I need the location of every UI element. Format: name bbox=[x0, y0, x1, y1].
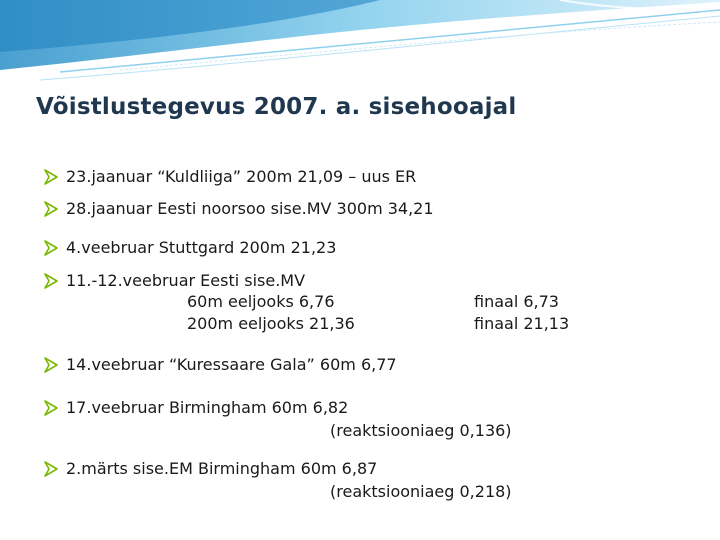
heat-result: 200m eeljooks 21,36 bbox=[187, 314, 355, 333]
heat-result: 60m eeljooks 6,76 bbox=[187, 292, 335, 311]
bullet-item: 28.jaanuar Eesti noorsoo sise.MV 300m 34,21 bbox=[66, 199, 434, 218]
arrow-bullet-icon bbox=[44, 461, 58, 477]
arrow-bullet-icon bbox=[44, 169, 58, 185]
slide-title: Võistlustegevus 2007. a. sisehooajal bbox=[36, 94, 517, 120]
arrow-bullet-icon bbox=[44, 240, 58, 256]
arrow-bullet-icon bbox=[44, 357, 58, 373]
final-result: finaal 21,13 bbox=[474, 314, 570, 333]
arrow-bullet-icon bbox=[44, 273, 58, 289]
reaction-time-note: (reaktsiooniaeg 0,218) bbox=[330, 482, 512, 501]
bullet-item: 17.veebruar Birmingham 60m 6,82 bbox=[66, 398, 349, 417]
arrow-bullet-icon bbox=[44, 201, 58, 217]
bullet-item: 23.jaanuar “Kuldliiga” 200m 21,09 – uus ER bbox=[66, 167, 417, 186]
final-result: finaal 6,73 bbox=[474, 292, 559, 311]
arrow-bullet-icon bbox=[44, 400, 58, 416]
reaction-time-note: (reaktsiooniaeg 0,136) bbox=[330, 421, 512, 440]
bullet-item: 11.-12.veebruar Eesti sise.MV bbox=[66, 271, 306, 290]
bullet-item: 2.märts sise.EM Birmingham 60m 6,87 bbox=[66, 459, 378, 478]
bullet-item: 4.veebruar Stuttgard 200m 21,23 bbox=[66, 238, 337, 257]
bullet-item: 14.veebruar “Kuressaare Gala” 60m 6,77 bbox=[66, 355, 397, 374]
header-wave-decoration bbox=[0, 0, 720, 90]
